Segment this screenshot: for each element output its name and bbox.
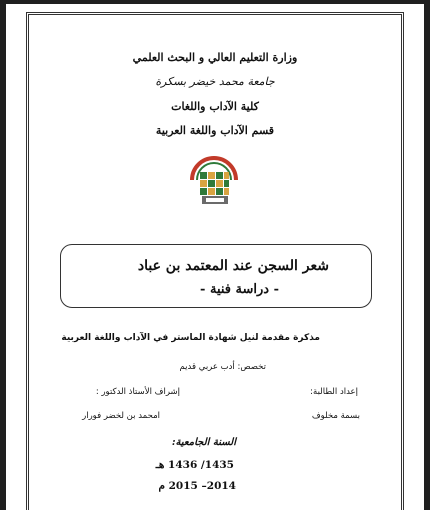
thesis-title-box (60, 244, 372, 308)
supervisor-label: إشراف الأستاذ الدكتور : (95, 387, 180, 397)
document-page (6, 4, 424, 510)
academic-year-label: السنة الجامعية: (171, 437, 236, 448)
university-emblem-icon (184, 150, 244, 208)
faculty-line: كلية الآداب واللغات (171, 100, 259, 113)
thesis-note: مذكرة مقدمة لنيل شهادة الماستر في الآداب واللغة العربية (61, 333, 320, 343)
department-line: قسم الآداب واللغة العربية (155, 124, 275, 137)
academic-year-hijri: 1435/ 1436 هـ (155, 459, 234, 471)
thesis-subtitle: - دراسة فنية - (200, 282, 279, 297)
student-label: إعداد الطالبة: (310, 387, 358, 397)
academic-year-gregorian: 2014– 2015 م (158, 480, 236, 492)
specialization: تخصص: أدب عربي قديم (179, 362, 266, 372)
student-name: بسمة مخلوف (311, 411, 360, 421)
thesis-title: شعر السجن عند المعتمد بن عباد (137, 258, 329, 274)
ministry-line: وزارة التعليم العالي و البحث العلمي (132, 51, 298, 64)
university-line: جامعة محمد خيضر بسكرة (155, 75, 275, 88)
supervisor-name: امحمد بن لخضر فورار (82, 411, 160, 421)
